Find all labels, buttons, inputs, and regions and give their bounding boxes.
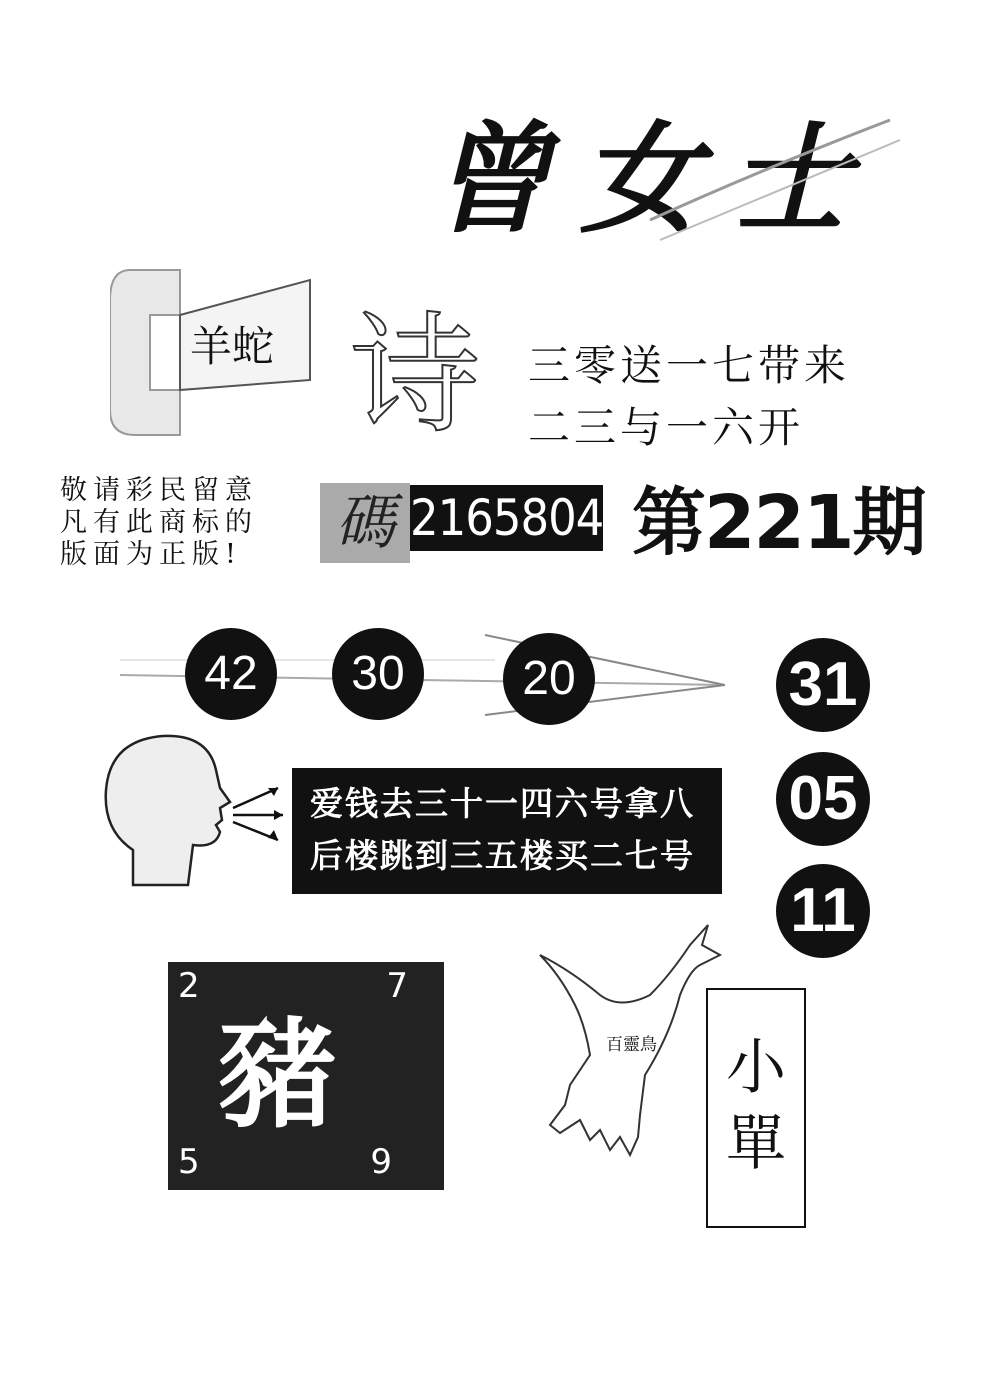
pig-number-top-left: 2 bbox=[178, 966, 200, 1006]
speech-line-2: 后楼跳到三五楼买二七号 bbox=[310, 836, 695, 875]
pig-character: 豬 bbox=[218, 1006, 337, 1144]
code-label: 碼 bbox=[320, 483, 410, 563]
title-swoosh-graphic bbox=[640, 110, 910, 280]
speaking-head-icon bbox=[98, 730, 298, 890]
ball-main-1: 42 bbox=[185, 628, 277, 720]
notice-block bbox=[60, 475, 258, 571]
small-box-char-1: 小 bbox=[726, 1033, 786, 1103]
ball-side-2: 05 bbox=[776, 752, 870, 846]
code-number: 2165804 bbox=[410, 485, 603, 551]
ball-side-3: 11 bbox=[776, 864, 870, 958]
pig-number-bottom-right: 9 bbox=[370, 1142, 392, 1182]
page-title: 曾女士 bbox=[430, 109, 880, 250]
notice-line-2: 凡有此商标的 bbox=[60, 507, 258, 538]
small-box-char-2: 單 bbox=[726, 1109, 786, 1179]
pig-number-bottom-left: 5 bbox=[178, 1142, 200, 1182]
pig-number-top-right: 7 bbox=[386, 966, 408, 1006]
ball-main-2: 30 bbox=[332, 628, 424, 720]
notice-line-3: 版面为正版! bbox=[60, 539, 242, 570]
pig-box bbox=[168, 962, 444, 1190]
notice-line-1: 敬请彩民留意 bbox=[60, 475, 258, 506]
poem-line-2: 二三与一六开 bbox=[528, 403, 805, 452]
poem-line-1: 三零送一七带来 bbox=[528, 341, 851, 390]
ball-main-3: 20 bbox=[503, 633, 595, 725]
speech-box bbox=[292, 768, 722, 894]
ball-side-1: 31 bbox=[776, 638, 870, 732]
poem-label: 诗 bbox=[350, 299, 481, 451]
zodiac-tag-label: 羊蛇 bbox=[190, 322, 275, 371]
issue-number: 第221期 bbox=[632, 480, 925, 566]
dove-label: 百靈鳥 bbox=[606, 1035, 657, 1055]
small-single-box bbox=[706, 988, 806, 1228]
speech-line-1: 爱钱去三十一四六号拿八 bbox=[310, 784, 695, 823]
